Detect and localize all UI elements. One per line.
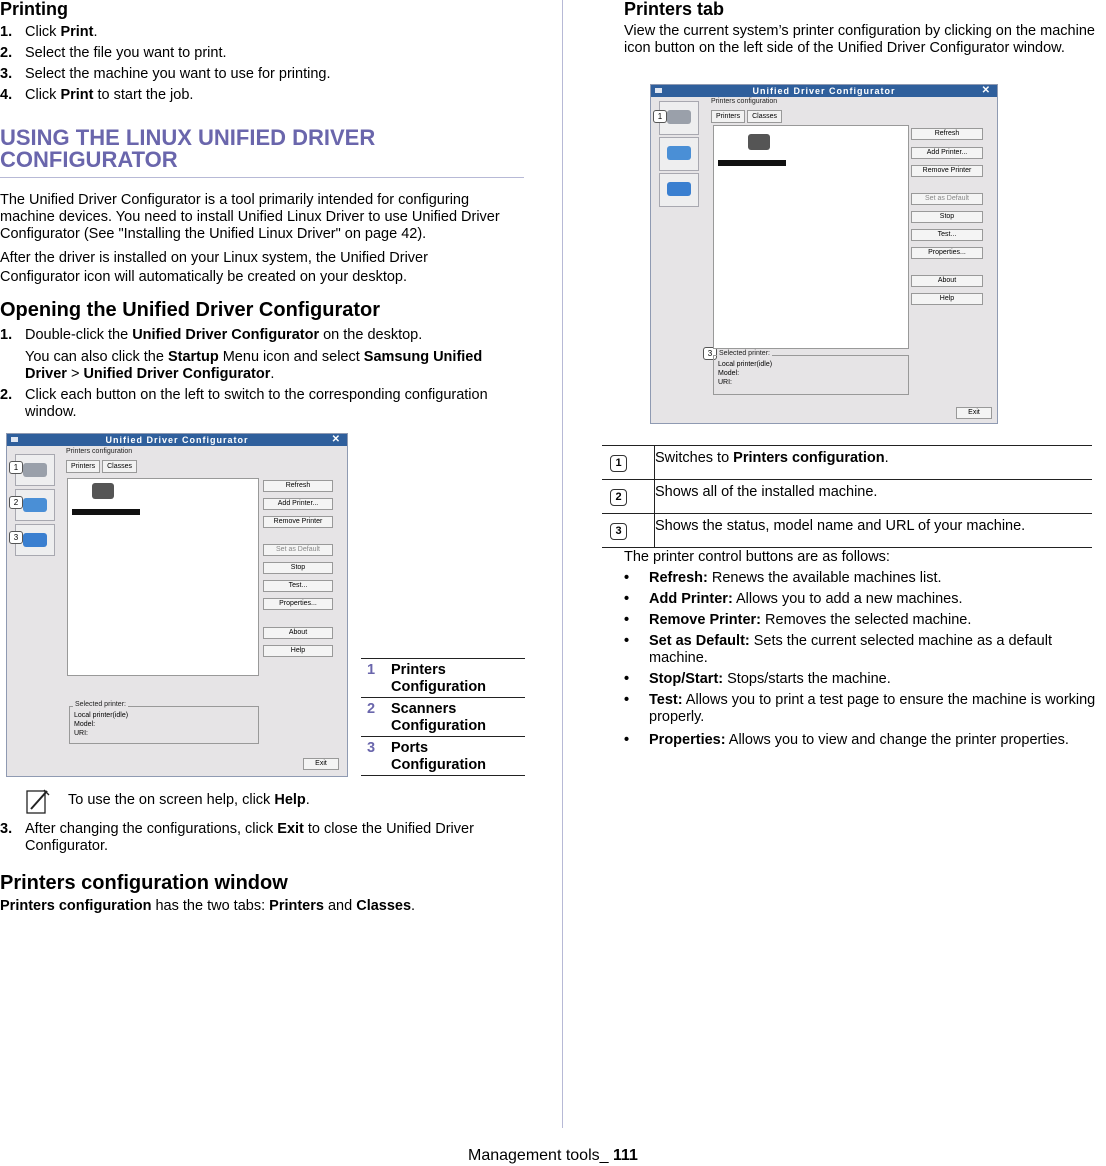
window-title: Unified Driver Configurator <box>105 435 249 445</box>
help-button: Help <box>911 293 983 305</box>
refresh-button: Refresh <box>911 128 983 140</box>
tab-classes: Classes <box>747 110 782 123</box>
remove-printer-button: Remove Printer <box>263 516 333 528</box>
ports-config-button <box>659 173 699 207</box>
table-row: 3 Ports Configuration <box>361 737 525 776</box>
controls-intro: The printer control buttons are as follows: <box>624 549 890 565</box>
add-printer-button: Add Printer... <box>263 498 333 510</box>
about-button: About <box>263 627 333 639</box>
exit-button: Exit <box>956 407 992 419</box>
window-menu-icon <box>655 88 662 93</box>
footer-label: Management tools_ <box>468 1147 613 1164</box>
window-titlebar <box>651 85 997 97</box>
legend-table <box>361 658 525 776</box>
printers-config-tabs-text: Printers configuration has the two tabs: Printers and Classes. <box>0 898 416 914</box>
page-number: 111 <box>612 1147 638 1164</box>
set-default-button: Set as Default <box>911 193 983 205</box>
printing-heading: Printing <box>0 0 68 19</box>
test-button: Test... <box>263 580 333 592</box>
printer-icon <box>748 134 770 150</box>
printer-name-redacted <box>72 509 140 515</box>
printer-icon <box>92 483 114 499</box>
callout-2: 2 <box>9 496 23 509</box>
tab-bar <box>66 460 139 473</box>
table-row: 1 Switches to Printers configuration. <box>602 446 1092 480</box>
callout-3: 3 <box>9 531 23 544</box>
page-footer <box>468 1147 638 1165</box>
panel-label: Printers configuration <box>66 448 133 455</box>
table-row: 3 Shows the status, model name and URL of your machine. <box>602 514 1092 548</box>
refresh-button: Refresh <box>263 480 333 492</box>
callout-1: 1 <box>9 461 23 474</box>
opening-heading: Opening the Unified Driver Configurator <box>0 299 381 321</box>
printers-config-window-heading: Printers configuration window <box>0 872 288 894</box>
selected-printer-label: Selected printer: <box>75 701 126 708</box>
remove-printer-button: Remove Printer <box>911 165 983 177</box>
stop-button: Stop <box>911 211 983 223</box>
window-menu-icon <box>11 437 18 442</box>
column-divider <box>562 0 563 1128</box>
panel-label: Printers configuration <box>711 98 778 105</box>
printers-tab-heading: Printers tab <box>624 0 725 19</box>
tab-classes: Classes <box>102 460 137 473</box>
note-text: To use the on screen help, click Help. <box>68 792 310 808</box>
set-default-button: Set as Default <box>263 544 333 556</box>
scanners-config-button <box>659 137 699 171</box>
open-step-1-alt: You can also click the Startup Menu icon and select Samsung Unified Driver > Unified Driver Configurator. <box>25 349 483 382</box>
properties-button: Properties... <box>263 598 333 610</box>
exit-button: Exit <box>303 758 339 770</box>
printers-tab-intro: View the current system’s printer configuration by clicking on the machine icon button on the left side of the Unified Driver Configurator window. <box>624 23 1095 56</box>
table-row: 2 Scanners Configuration <box>361 698 525 737</box>
table-row: 2 Shows all of the installed machine. <box>602 480 1092 514</box>
help-button: Help <box>263 645 333 657</box>
callout-1: 1 <box>653 110 667 123</box>
tab-bar <box>711 110 784 123</box>
add-printer-button: Add Printer... <box>911 147 983 159</box>
selected-printer-box: Local printer(idle) Model: URI: <box>69 706 259 744</box>
note-pencil-icon <box>25 787 51 815</box>
printer-name-redacted <box>718 160 786 166</box>
test-button: Test... <box>911 229 983 241</box>
stop-button: Stop <box>263 562 333 574</box>
properties-button: Properties... <box>911 247 983 259</box>
table-row: 1 Printers Configuration <box>361 659 525 698</box>
printers-tab-screenshot <box>650 84 998 424</box>
about-button: About <box>911 275 983 287</box>
window-title: Unified Driver Configurator <box>752 86 896 96</box>
close-icon: ✕ <box>331 434 341 445</box>
section-title: USING THE LINUX UNIFIED DRIVER CONFIGURATOR <box>0 127 524 178</box>
tab-printers: Printers <box>66 460 100 473</box>
selected-printer-box: Local printer(idle) Model: URI: <box>713 355 909 395</box>
configurator-window-screenshot <box>6 433 348 777</box>
printer-list <box>67 478 259 676</box>
intro-paragraph: The Unified Driver Configurator is a tool primarily intended for configuring machine devices. You need to install Unified Linux Driver to use Unified Driver Configurator (See "Installing the Unified Linux Driver" on page 42). <box>0 192 500 242</box>
tab-printers: Printers <box>711 110 745 123</box>
callout-3: 3 <box>703 347 717 360</box>
close-icon: ✕ <box>981 85 991 96</box>
intro-paragraph-2: After the driver is installed on your Linux system, the Unified Driver Configurator icon will automatically be created on your desktop. <box>0 250 428 285</box>
window-titlebar <box>7 434 347 446</box>
selected-printer-label: Selected printer: <box>719 350 770 357</box>
callout-table <box>602 445 1092 548</box>
printer-list <box>713 125 909 349</box>
